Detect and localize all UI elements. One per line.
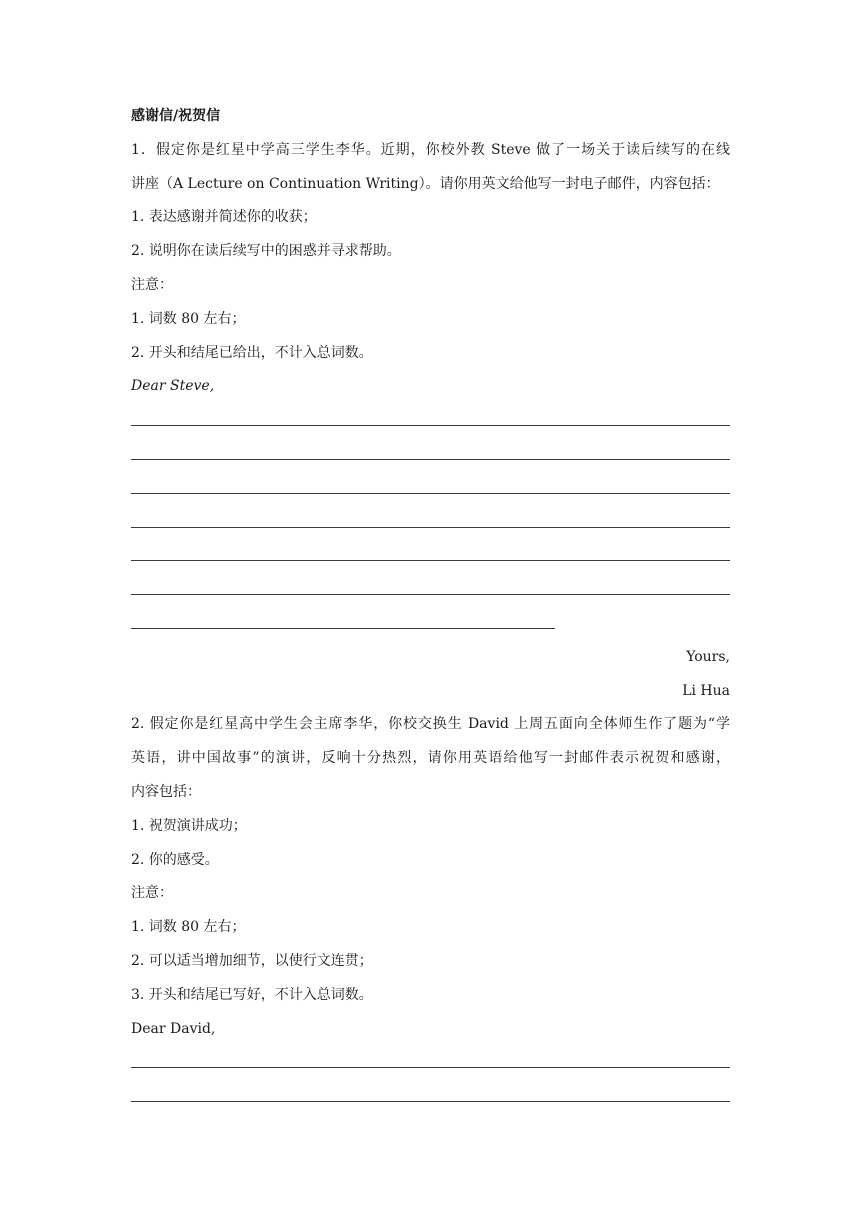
q1-note-2: 2. 开头和结尾已给出，不计入总词数。: [131, 344, 373, 361]
q2-note-3: 3. 开头和结尾已写好，不计入总词数。: [131, 986, 373, 1003]
q2-prompt-line-3: 内容包括：: [131, 783, 201, 800]
document-page: [131, 104, 730, 1118]
q2-content-item-1: 1. 祝贺演讲成功；: [131, 817, 247, 834]
q1-answer-line[interactable]: [131, 510, 730, 544]
q2-prompt-line-1: 2. 假定你是红星高中学生会主席李华，你校交换生 David 上周五面向全体师生作了题为“学: [131, 716, 730, 733]
q1-answer-line[interactable]: [131, 408, 730, 442]
q2-note-1: 1. 词数 80 左右；: [131, 919, 246, 936]
q2-answer-line[interactable]: [131, 1050, 730, 1084]
q1-note-label: 注意：: [131, 276, 173, 293]
q2-salutation: Dear David,: [131, 1020, 216, 1037]
q1-answer-line[interactable]: [131, 577, 730, 611]
q1-content-item-1: 1. 表达感谢并简述你的收获；: [131, 209, 317, 226]
q2-content-item-2: 2. 你的感受。: [131, 851, 219, 868]
q2-prompt-line-2: 英语，讲中国故事”的演讲，反响十分热烈，请你用英语给他写一封邮件表示祝贺和感谢，: [131, 750, 730, 767]
q1-salutation: Dear Steve,: [131, 378, 215, 395]
q1-answer-line[interactable]: [131, 442, 730, 476]
q1-closing: Yours,: [686, 648, 730, 665]
q1-content-item-2: 2. 说明你在读后续写中的困惑并寻求帮助。: [131, 243, 401, 260]
q1-answer-line-short[interactable]: [131, 611, 730, 645]
q2-answer-line[interactable]: [131, 1084, 730, 1118]
q1-answer-line[interactable]: [131, 543, 730, 577]
section-heading: 感谢信/祝贺信: [131, 108, 221, 124]
q1-prompt-line-1: 1．假定你是红星中学高三学生李华。近期，你校外教 Steve 做了一场关于读后续写的在线: [131, 141, 730, 158]
q1-prompt-line-2: 讲座（A Lecture on Continuation Writing）。请你用英文给他写一封电子邮件，内容包括：: [131, 175, 720, 192]
q1-answer-line[interactable]: [131, 476, 730, 510]
q1-note-1: 1. 词数 80 左右；: [131, 310, 246, 327]
q1-signature: Li Hua: [682, 682, 730, 699]
q2-note-label: 注意：: [131, 885, 173, 902]
q2-note-2: 2. 可以适当增加细节，以使行文连贯；: [131, 952, 373, 969]
